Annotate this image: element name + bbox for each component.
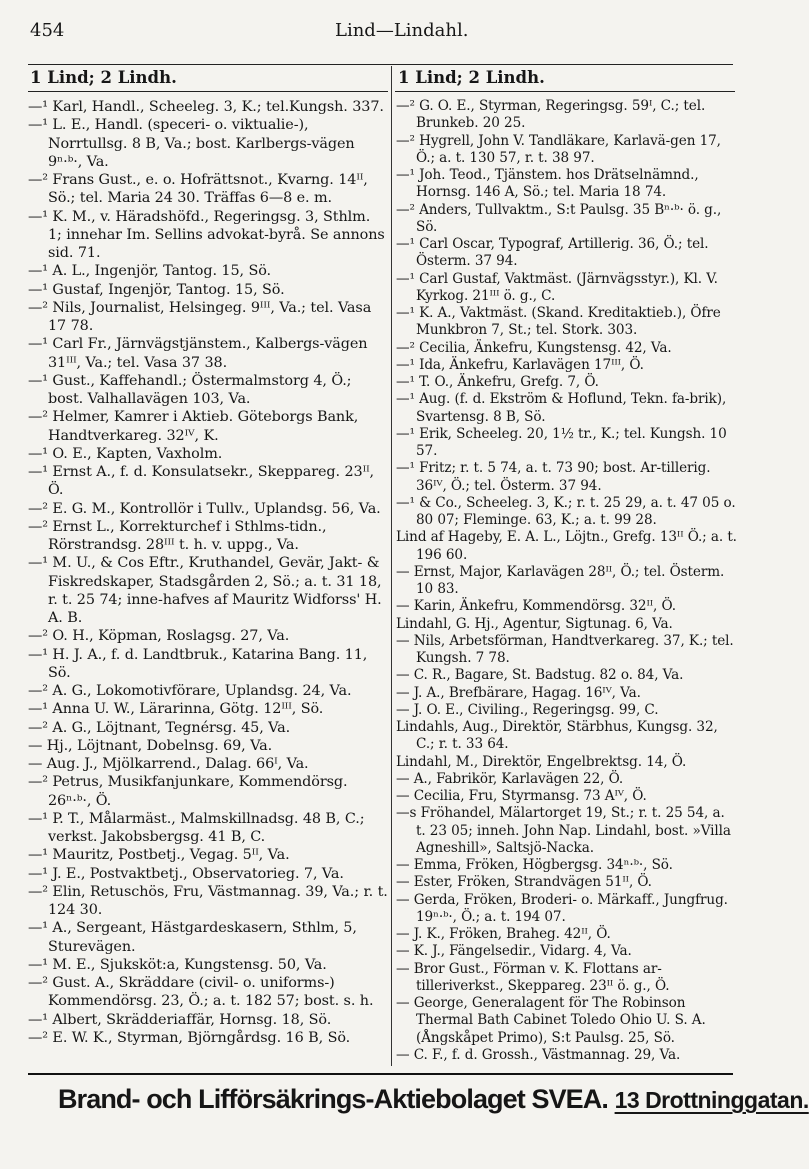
- advertisement-text: Brand- och Lifförsäkrings-Aktiebolaget SVEA.: [58, 1084, 608, 1114]
- directory-entry: —¹ T. O., Änkefru, Grefg. 7, Ö.: [396, 374, 599, 390]
- directory-entry: — J. O. E., Civiling., Regeringsg. 99, C.: [396, 701, 659, 718]
- directory-entry: —¹ L. E., Handl. (speceri- o. viktualie-), Norrtullsg. 8 B, Va.; bost. Karlbergs-vägen 9ⁿ·ᵇ·, Va.: [28, 117, 355, 170]
- directory-entry: —¹ Erik, Scheeleg. 20, 1½ tr., K.; tel. Kungsh. 10 57.: [396, 425, 727, 459]
- directory-entry: — J. K., Fröken, Braheg. 42ᴵᴵ, Ö.: [396, 926, 611, 942]
- directory-entry: —¹ Carl Oscar, Typograf, Artillerig. 36, Ö.; tel. Österm. 37 94.: [396, 236, 709, 270]
- directory-entry: — J. A., Brefbärare, Hagag. 16ᴵⱽ, Va.: [396, 684, 641, 701]
- directory-entry: — C. F., f. d. Grossh., Västmannag. 29, Va.: [396, 1046, 681, 1063]
- directory-entry: —¹ O. E., Kapten, Vaxholm.: [28, 445, 223, 462]
- directory-entry: —² A. G., Lokomotivförare, Uplandsg. 24, Va.: [28, 683, 352, 699]
- directory-entry: —² Hygrell, John V. Tandläkare, Karlavä-gen 17, Ö.; a. t. 130 57, r. t. 38 97.: [396, 132, 721, 166]
- directory-entry: —¹ Anna U. W., Lärarinna, Götg. 12ᴵᴵᴵ, Sö.: [28, 701, 324, 718]
- directory-entry: —¹ Fritz; r. t. 5 74, a. t. 73 90; bost. Ar-tillerig. 36ᴵⱽ, Ö.; tel. Österm. 37 94.: [396, 460, 711, 494]
- directory-entry: —¹ Albert, Skrädderiaffär, Hornsg. 18, Sö.: [28, 1011, 332, 1028]
- directory-entry: —¹ K. A., Vaktmäst. (Skand. Kreditaktieb.), Öfre Munkbron 7, St.; tel. Stork. 303.: [396, 305, 721, 339]
- directory-entry: — C. R., Bagare, St. Badstug. 82 o. 84, Va.: [396, 667, 684, 684]
- directory-entry: —¹ J. E., Postvaktbetj., Observatorieg. 7, Va.: [28, 865, 344, 882]
- directory-entry: — Hj., Löjtnant, Dobelnsg. 69, Va.: [28, 737, 273, 754]
- directory-entry: Lindahl, M., Direktör, Engelbrektsg. 14, Ö.: [396, 753, 687, 770]
- directory-entry: —² E. W. K., Styrman, Björngårdsg. 16 B, Sö.: [28, 1029, 351, 1046]
- directory-entry: —² O. H., Köpman, Roslagsg. 27, Va.: [28, 628, 290, 645]
- directory-entry: —¹ M. E., Sjuksköt:a, Kungstensg. 50, Va.: [28, 956, 327, 973]
- directory-entry: — Aug. J., Mjölkarrend., Dalag. 66ᴵ, Va.: [28, 756, 309, 772]
- right-column: [396, 98, 738, 1064]
- directory-entry: — Cecilia, Fru, Styrmansg. 73 Aᴵⱽ, Ö.: [396, 788, 647, 804]
- directory-entry: — Ester, Fröken, Strandvägen 51ᴵᴵ, Ö.: [396, 874, 652, 891]
- directory-entry: —¹ H. J. A., f. d. Landtbruk., Katarina Bang. 11, Sö.: [28, 646, 368, 681]
- directory-entry: —¹ Carl Gustaf, Vaktmäst. (Järnvägsstyr.), Kl. V. Kyrkog. 21ᴵᴵᴵ ö. g., C.: [396, 270, 718, 304]
- directory-entry: —¹ Ida, Änkefru, Karlavägen 17ᴵᴵᴵ, Ö.: [396, 356, 644, 373]
- directory-entry: —s Fröhandel, Mälartorget 19, St.; r. t. 25 54, a. t. 23 05; inneh. John Nap. Lindahl, bost. »Villa Agneshill», Saltsjö-Nacka.: [396, 805, 731, 856]
- directory-entry: — A., Fabrikör, Karlavägen 22, Ö.: [396, 770, 624, 787]
- directory-entry: —¹ M. U., & Cos Eftr., Kruthandel, Gevär, Jakt- & Fiskredskaper, Stadsgården 2, Sö.; a. t. 31 18, r. t. 25 74; inne-hafves af Mauritz Widforss' H. A. B.: [28, 555, 382, 626]
- directory-entry: —² Cecilia, Änkefru, Kungstensg. 42, Va.: [396, 339, 672, 356]
- left-column-head: 1 Lind; 2 Lindh.: [30, 68, 177, 87]
- directory-entry: —¹ Karl, Handl., Scheeleg. 3, K.; tel.Kungsh. 337.: [28, 99, 384, 115]
- directory-entry: —¹ Mauritz, Postbetj., Vegag. 5ᴵᴵ, Va.: [28, 847, 290, 864]
- directory-entry: —² E. G. M., Kontrollör i Tullv., Uplandsg. 56, Va.: [28, 500, 381, 517]
- running-head: Lind—Lindahl.: [335, 20, 469, 41]
- directory-entry: —¹ K. M., v. Häradshöfd., Regeringsg. 3, Sthlm. 1; innehar Im. Sellins advokat-byrå. Se annons sid. 71.: [28, 208, 385, 261]
- right-head-rule: [395, 91, 735, 92]
- directory-entry: —² Petrus, Musikfanjunkare, Kommendörsg. 26ⁿ·ᵇ·, Ö.: [28, 774, 348, 809]
- left-column: [28, 98, 388, 1047]
- directory-entry: — Nils, Arbetsförman, Handtverkareg. 37, K.; tel. Kungsh. 7 78.: [396, 632, 734, 666]
- directory-entry: —¹ & Co., Scheeleg. 3, K.; r. t. 25 29, a. t. 47 05 o. 80 07; Fleminge. 63, K.; a. t. 99 28.: [396, 494, 736, 528]
- directory-entry: —² Gust. A., Skräddare (civil- o. uniforms-) Kommendörsg. 23, Ö.; a. t. 182 57; bost. s. h.: [28, 975, 374, 1010]
- directory-entry: —¹ Joh. Teod., Tjänstem. hos Drätselnämnd., Hornsg. 146 A, Sö.; tel. Maria 18 74.: [396, 167, 699, 201]
- directory-entry: —¹ A. L., Ingenjör, Tantog. 15, Sö.: [28, 263, 272, 280]
- directory-entry: —² Frans Gust., e. o. Hofrättsnot., Kvarng. 14ᴵᴵ, Sö.; tel. Maria 24 30. Träffas 6—8 e. m.: [28, 172, 368, 207]
- directory-entry: —¹ A., Sergeant, Hästgardeskasern, Sthlm, 5, Sturevägen.: [28, 920, 357, 955]
- directory-entry: Lindahl, G. Hj., Agentur, Sigtunag. 6, Va.: [396, 615, 673, 632]
- directory-entry: — George, Generalagent för The Robinson Thermal Bath Cabinet Toledo Ohio U. S. A. (Ångskåpet Primo), S:t Paulsg. 25, Sö.: [396, 995, 706, 1046]
- footer-rule: [28, 1073, 733, 1075]
- directory-entry: — K. J., Fängelsedir., Vidarg. 4, Va.: [396, 943, 632, 960]
- directory-entry: Lind af Hageby, E. A. L., Löjtn., Grefg. 13ᴵᴵ Ö.; a. t. 196 60.: [396, 529, 737, 563]
- right-column-head: 1 Lind; 2 Lindh.: [398, 68, 545, 87]
- header-rule: [28, 64, 733, 65]
- directory-entry: —¹ P. T., Målarmäst., Malmskillnadsg. 48 B, C.; verkst. Jakobsbergsg. 41 B, C.: [28, 810, 365, 845]
- directory-entry: — Karin, Änkefru, Kommendörsg. 32ᴵᴵ, Ö.: [396, 598, 676, 615]
- directory-entry: — Emma, Fröken, Högbergsg. 34ⁿ·ᵇ·, Sö.: [396, 857, 673, 873]
- column-divider: [391, 66, 392, 1066]
- left-head-rule: [28, 91, 388, 92]
- directory-entry: —¹ Gust., Kaffehandl.; Östermalmstorg 4, Ö.; bost. Valhallavägen 103, Va.: [28, 372, 352, 407]
- directory-entry: —² Ernst L., Korrekturchef i Sthlms-tidn., Rörstrandsg. 28ᴵᴵᴵ t. h. v. uppg., Va.: [28, 518, 327, 553]
- advertisement-address: 13 Drottninggatan.: [614, 1087, 809, 1113]
- directory-entry: —¹ Gustaf, Ingenjör, Tantog. 15, Sö.: [28, 281, 285, 298]
- directory-entry: — Gerda, Fröken, Broderi- o. Märkaff., Jungfrug. 19ⁿ·ᵇ·, Ö.; a. t. 194 07.: [396, 891, 728, 925]
- directory-entry: — Ernst, Major, Karlavägen 28ᴵᴵ, Ö.; tel. Österm. 10 83.: [396, 563, 725, 597]
- directory-entry: —² Nils, Journalist, Helsingeg. 9ᴵᴵᴵ, Va.; tel. Vasa 17 78.: [28, 299, 372, 334]
- directory-entry: —² Elin, Retuschös, Fru, Västmannag. 39, Va.; r. t. 124 30.: [28, 883, 388, 918]
- directory-entry: —² G. O. E., Styrman, Regeringsg. 59ᴵ, C.; tel. Brunkeb. 20 25.: [396, 98, 706, 132]
- advertisement-banner: [58, 1084, 809, 1115]
- directory-entry: —¹ Ernst A., f. d. Konsulatsekr., Skeppareg. 23ᴵᴵ, Ö.: [28, 464, 375, 499]
- directory-entry: — Bror Gust., Förman v. K. Flottans ar-tilleriverkst., Skeppareg. 23ᴵᴵ ö. g., Ö.: [396, 960, 670, 994]
- directory-entry: Lindahls, Aug., Direktör, Stärbhus, Kungsg. 32, C.; r. t. 33 64.: [396, 719, 718, 753]
- directory-entry: —² Helmer, Kamrer i Aktieb. Göteborgs Bank, Handtverkareg. 32ᴵⱽ, K.: [28, 409, 359, 444]
- directory-entry: —² Anders, Tullvaktm., S:t Paulsg. 35 Bⁿ·ᵇ· ö. g., Sö.: [396, 201, 722, 235]
- directory-entry: —¹ Aug. (f. d. Ekström & Hoflund, Tekn. fa-brik), Svartensg. 8 B, Sö.: [396, 391, 727, 425]
- directory-entry: —² A. G., Löjtnant, Tegnérsg. 45, Va.: [28, 719, 291, 736]
- page-number: 454: [30, 20, 65, 41]
- directory-entry: —¹ Carl Fr., Järnvägstjänstem., Kalbergs-vägen 31ᴵᴵᴵ, Va.; tel. Vasa 37 38.: [28, 336, 368, 371]
